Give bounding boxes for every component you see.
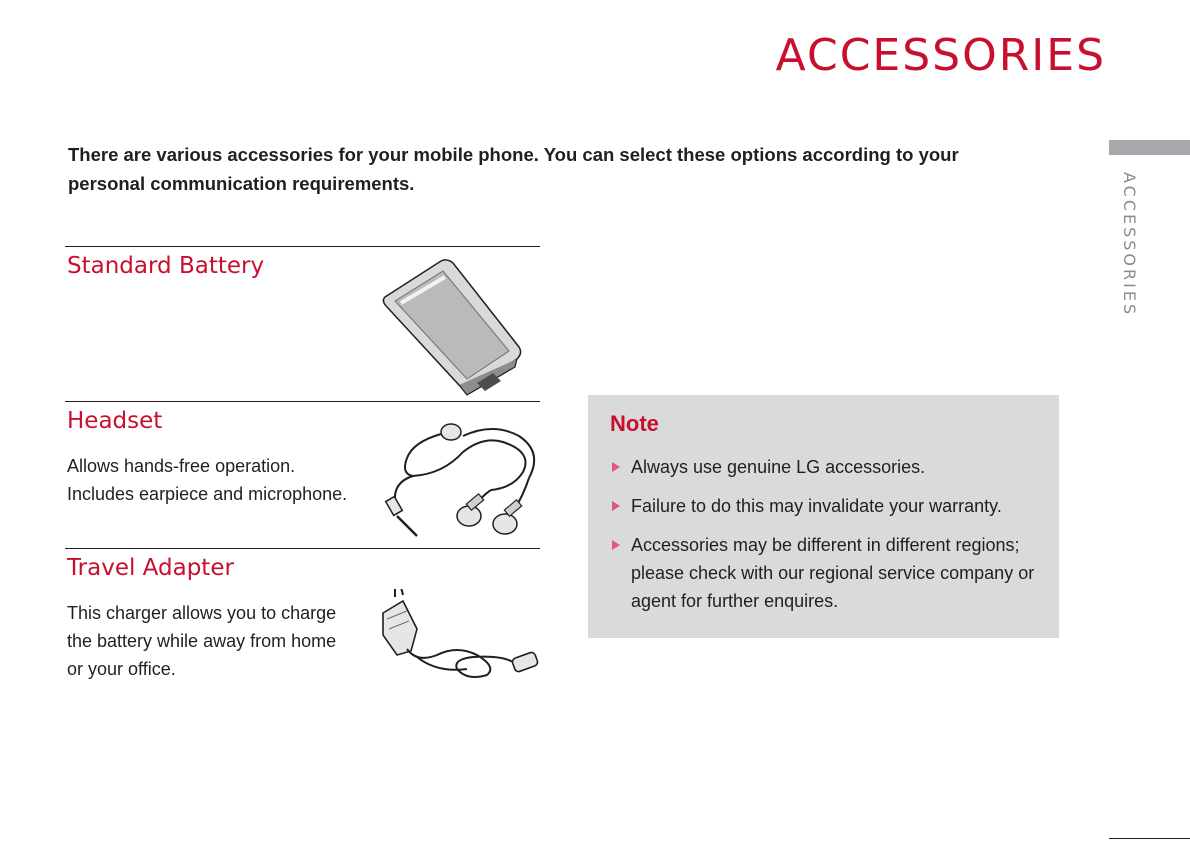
- footer-rule: [1109, 838, 1190, 839]
- section-title: Standard Battery: [67, 253, 265, 279]
- section-standard-battery: [65, 246, 540, 401]
- list-item: [610, 453, 1050, 481]
- headset-icon: [383, 412, 543, 542]
- side-tab-label: ACCESSORIES: [1120, 172, 1139, 318]
- section-description: [67, 599, 377, 683]
- note-text: Accessories may be different in different regions; please check with our regional service company or agent for further enquires.: [631, 535, 1035, 611]
- section-title: Travel Adapter: [67, 555, 234, 581]
- section-description: [67, 452, 377, 508]
- note-text: Failure to do this may invalidate your warranty.: [631, 496, 1002, 516]
- list-item: [610, 531, 1050, 615]
- description-line: or your office.: [67, 659, 176, 679]
- travel-adapter-icon: [377, 589, 545, 685]
- note-title: Note: [610, 411, 659, 436]
- description-line: Allows hands-free operation.: [67, 456, 296, 476]
- note-text: Always use genuine LG accessories.: [631, 457, 926, 477]
- battery-icon: [381, 255, 541, 397]
- list-item: [610, 492, 1050, 520]
- page-title: ACCESSORIES: [775, 30, 1106, 81]
- intro-text: There are various accessories for your mobile phone. You can select these options according to your personal communication requirements.: [68, 144, 959, 194]
- note-box: [588, 395, 1059, 638]
- triangle-bullet-icon: [612, 540, 620, 550]
- triangle-bullet-icon: [612, 462, 620, 472]
- triangle-bullet-icon: [612, 501, 620, 511]
- section-headset: [65, 401, 540, 549]
- section-travel-adapter: [65, 548, 540, 699]
- description-line: This charger allows you to charge: [67, 603, 337, 623]
- note-list: [610, 453, 1050, 626]
- description-line: the battery while away from home: [67, 631, 337, 651]
- description-line: Includes earpiece and microphone.: [67, 484, 348, 504]
- section-title: Headset: [67, 408, 163, 434]
- side-tab-bar: [1109, 140, 1190, 155]
